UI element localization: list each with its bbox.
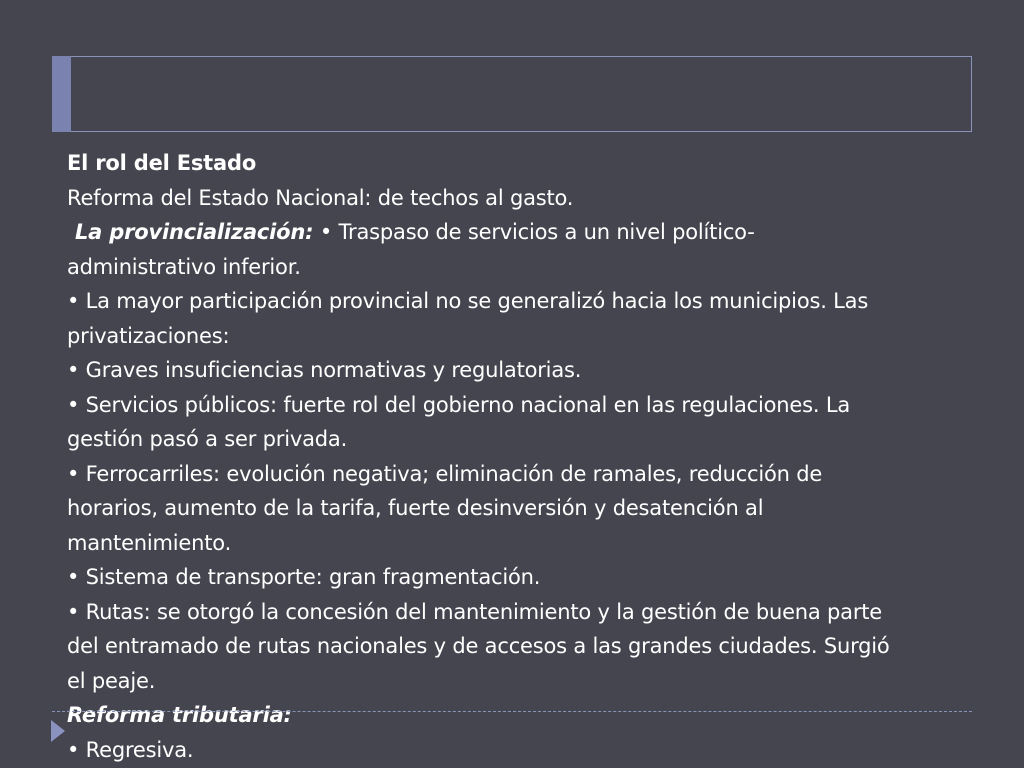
line-10: • Sistema de transporte: gran fragmentación. [67, 565, 541, 589]
line-9: mantenimiento. [67, 530, 232, 555]
provincial-label: La provincialización: [75, 220, 314, 244]
line-0: • Traspaso de servicios a un nivel político- [319, 220, 755, 244]
line-4: • Graves insuficiencias normativas y regulatorias. [67, 358, 582, 382]
line-7: • Ferrocarriles: evolución negativa; eliminación de ramales, reducción de [67, 461, 823, 486]
title-accent-bar [52, 56, 71, 132]
tax-line: • Regresiva. [67, 737, 194, 762]
line-12: del entramado de rutas nacionales y de accesos a las grandes ciudades. Surgió [67, 634, 890, 658]
line-1: administrativo inferior. [67, 254, 301, 279]
line-2: • La mayor participación provincial no se generalizó hacia los municipios. Las [67, 289, 869, 313]
dashed-divider [52, 711, 972, 712]
triangle-bullet-icon [51, 720, 65, 742]
subheading: Reforma del Estado Nacional: de techos al gasto. [67, 185, 574, 210]
line-11: • Rutas: se otorgó la concesión del mantenimiento y la gestión de buena parte [67, 599, 883, 624]
line-3: privatizaciones: [67, 323, 230, 348]
slide-body [67, 146, 967, 767]
title-placeholder [52, 56, 972, 132]
line-13: el peaje. [67, 668, 156, 693]
provincial-line [67, 215, 967, 250]
line-8: horarios, aumento de la tarifa, fuerte desinversión y desatención al [67, 496, 764, 520]
line-5: • Servicios públicos: fuerte rol del gobierno nacional en las regulaciones. La [67, 392, 850, 417]
heading: El rol del Estado [67, 151, 257, 175]
tax-label: Reforma tributaria: [67, 703, 292, 727]
line-6: gestión pasó a ser privada. [67, 427, 348, 451]
